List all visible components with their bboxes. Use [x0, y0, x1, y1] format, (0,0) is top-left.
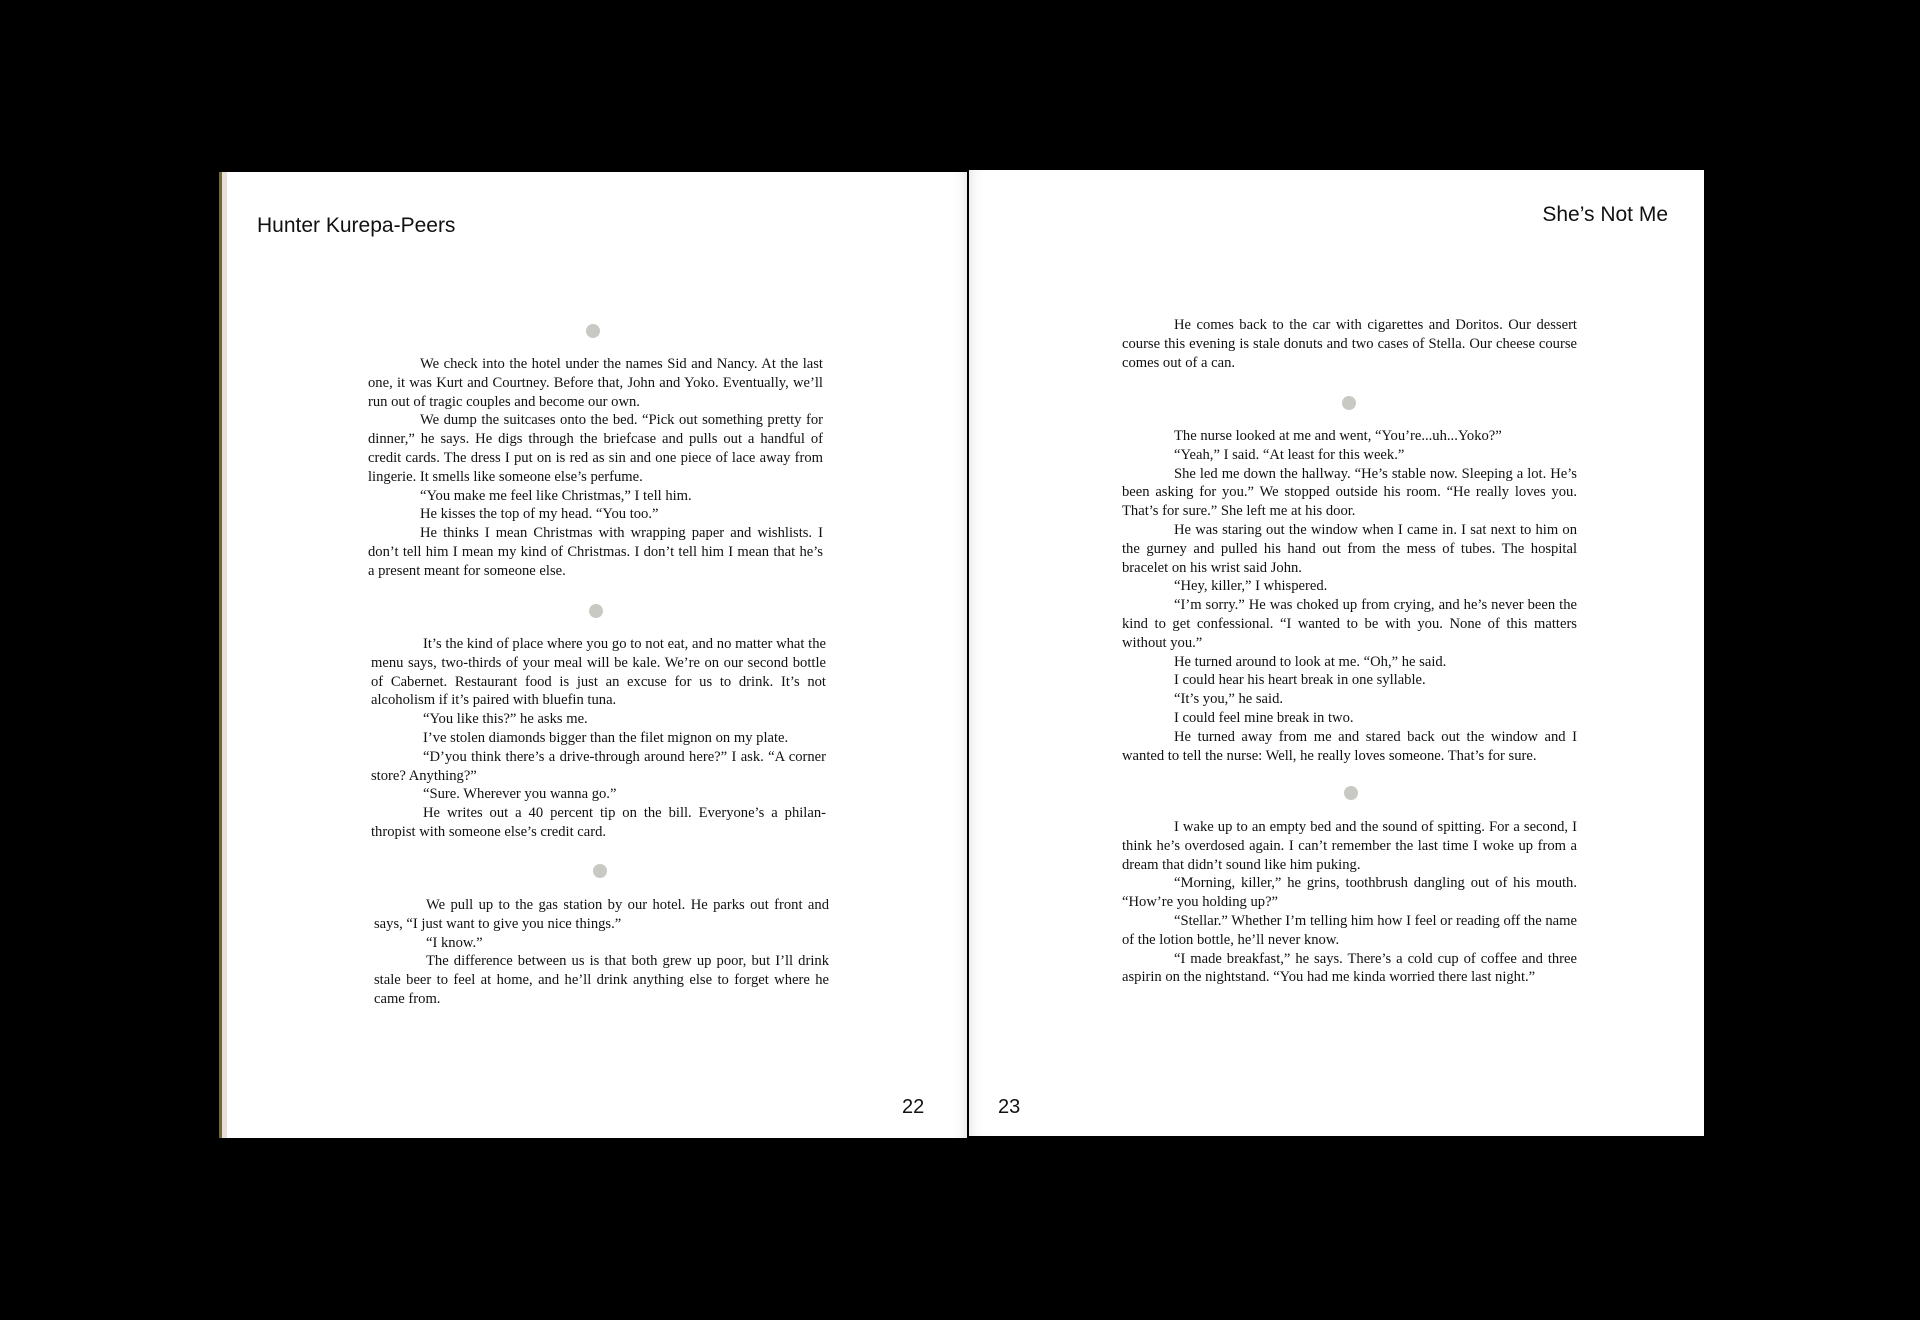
paragraph: “D’you think there’s a drive-through around here?” I ask. “A corner store? Anything?” — [371, 748, 826, 784]
paragraph: I could feel mine break in two. — [1174, 709, 1354, 726]
story-section-morning — [1122, 818, 1577, 987]
paragraph: The nurse looked at me and went, “You’re...uh...Yoko?” — [1174, 428, 1502, 444]
paragraph: It’s the kind of place where you go to not eat, and no matter what the menu says, two-thirds of your meal will be kale. We’re on our second bottle of Cabernet. Restaurant food is just an excuse for us to drink. It’s not alcoholism if it’s paired with bluefin tuna. — [371, 636, 826, 709]
page-number: 23 — [998, 1096, 1021, 1118]
section-break-dot — [586, 324, 600, 338]
story-section-car — [1122, 316, 1577, 372]
paragraph: “Yeah,” I said. “At least for this week.” — [1174, 446, 1405, 463]
paragraph: She led me down the hallway. “He’s stable now. Sleeping a lot. He’s been asking for you.” We stopped outside his room. “He really loves you. That’s for sure.” She left me at his door. — [1122, 465, 1577, 520]
book-spread — [219, 172, 1704, 1138]
paragraph: “You like this?” he asks me. — [423, 711, 588, 728]
paragraph: He writes out a 40 percent tip on the bill. Everyone’s a philanthropist with someone else’s credit card. — [371, 805, 826, 840]
paragraph: The difference between us is that both grew up poor, but I’ll drink stale beer to feel at home, and he’ll drink anything else to forget where he came from. — [374, 953, 829, 1007]
story-section-restaurant — [371, 635, 826, 842]
paragraph: “I’m sorry.” He was choked up from crying, and he’s never been the kind to get confessional. “I wanted to be with you. None of this matters without you.” — [1122, 597, 1577, 651]
paragraph: He turned away from me and stared back out the window and I wanted to tell the nurse: Well, he really loves someone. That’s for sure. — [1122, 728, 1577, 764]
paragraph: He thinks I mean Christmas with wrapping paper and wishlists. I don’t tell him I mean my kind of Christmas. I don’t tell him I mean that he’s a present meant for someone else. — [368, 525, 823, 579]
paragraph: I wake up to an empty bed and the sound of spitting. For a second, I think he’s overdosed again. I can’t remember the last time I woke up from a dream that didn’t sound like him puking. — [1122, 819, 1577, 873]
story-section-hotel — [368, 355, 823, 581]
paragraph: “Sure. Wherever you wanna go.” — [423, 786, 617, 803]
paragraph: We check into the hotel under the names Sid and Nancy. At the last one, it was Kurt and Courtney. Before that, John and Yoko. Eventually, we’ll run out of tragic couples and become our own. — [368, 356, 823, 410]
paragraph: “Stellar.” Whether I’m telling him how I feel or reading off the name of the lotion bottle, he’ll never know. — [1122, 912, 1577, 948]
story-section-gas-station — [374, 896, 829, 1009]
paragraph: “You make me feel like Christmas,” I tell him. — [420, 487, 692, 504]
paragraph: He turned around to look at me. “Oh,” he said. — [1174, 653, 1447, 670]
paragraph: We dump the suitcases onto the bed. “Pick out something pretty for dinner,” he says. He digs through the briefcase and pulls out a handful of credit cards. The dress I put on is red as sin and one piece of lace away from lingerie. It smells like someone else’s perfume. — [368, 412, 823, 485]
paragraph: “I know.” — [426, 934, 483, 951]
paragraph: “Morning, killer,” he grins, toothbrush dangling out of his mouth. “How’re you holding up?” — [1122, 875, 1577, 911]
paragraph: We pull up to the gas station by our hotel. He parks out front and says, “I just want to give you nice things.” — [374, 897, 829, 932]
right-page — [969, 170, 1704, 1136]
paragraph: He comes back to the car with cigarettes and Doritos. Our dessert course this evening is stale donuts and two cases of Stella. Our cheese course comes out of a can. — [1122, 317, 1577, 371]
paragraph: I could hear his heart break in one syllable. — [1174, 672, 1426, 689]
section-break-dot — [593, 864, 607, 878]
paragraph: “Hey, killer,” I whispered. — [1174, 578, 1328, 595]
running-head-title: She’s Not Me — [1542, 203, 1668, 226]
paragraph: “It’s you,” he said. — [1174, 691, 1284, 708]
section-break-dot — [1344, 786, 1358, 800]
running-head-author: Hunter Kurepa-Peers — [257, 214, 456, 237]
section-break-dot — [589, 604, 603, 618]
left-page — [219, 172, 967, 1138]
paragraph: “I made breakfast,” he says. There’s a cold cup of coffee and three aspirin on the nightstand. “You had me kinda worried there last night.” — [1122, 950, 1577, 986]
section-break-dot — [1342, 396, 1356, 410]
paragraph: He kisses the top of my head. “You too.” — [420, 506, 659, 523]
paragraph: I’ve stolen diamonds bigger than the filet mignon on my plate. — [423, 729, 789, 746]
story-section-hospital — [1122, 427, 1577, 765]
page-number: 22 — [902, 1096, 925, 1118]
paragraph: He was staring out the window when I came in. I sat next to him on the gurney and pulled his hand out from the mess of tubes. The hospital bracelet on his wrist said John. — [1122, 521, 1577, 576]
